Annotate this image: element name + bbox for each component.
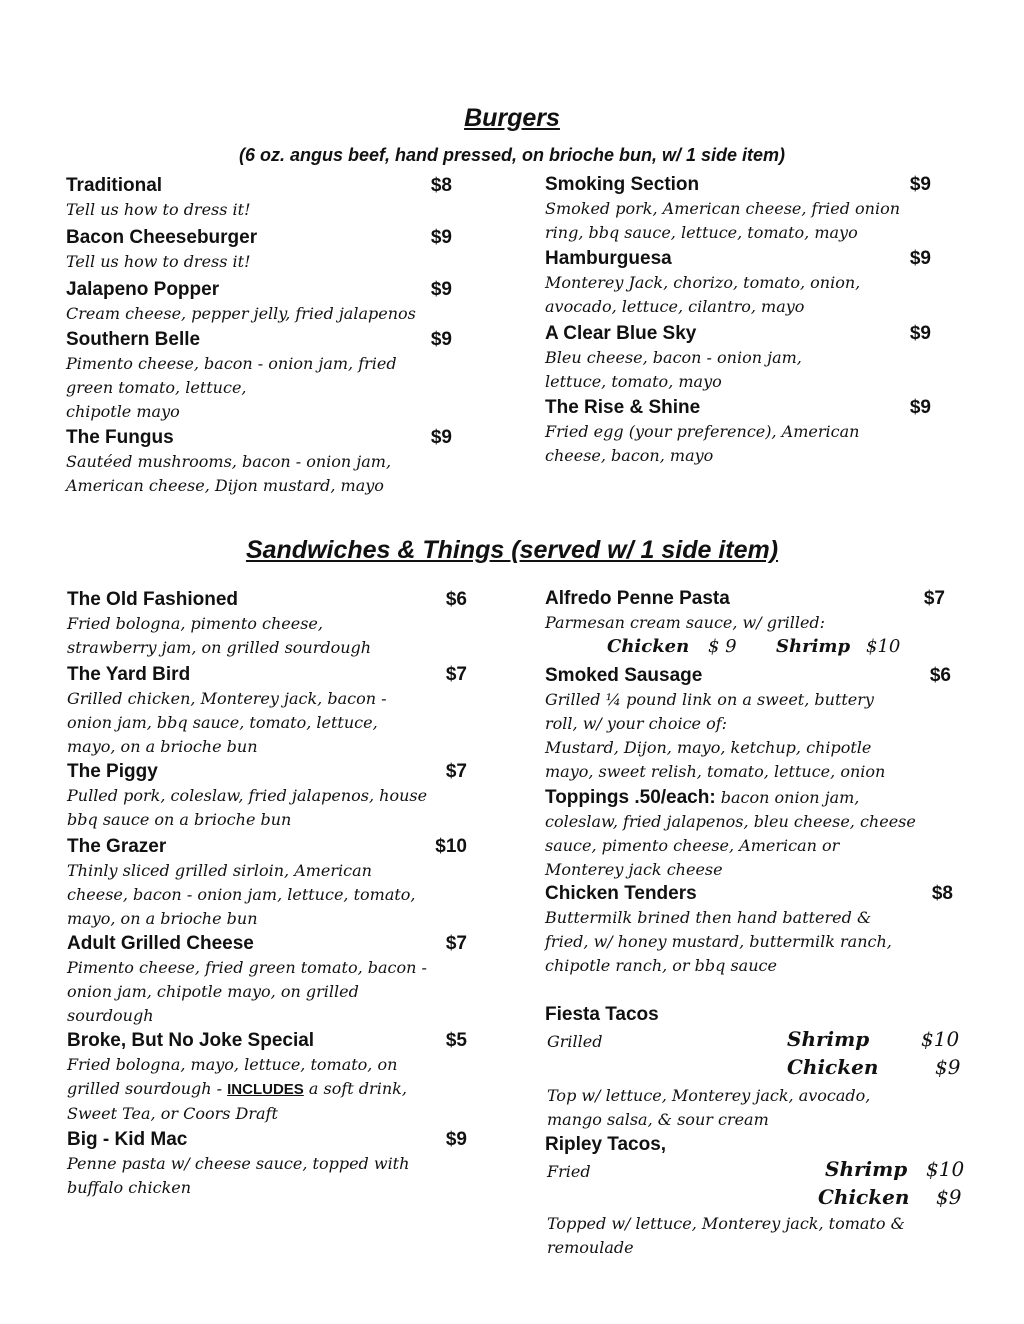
item-price: $9 bbox=[430, 427, 452, 448]
ripley-style: Fried bbox=[547, 1162, 591, 1181]
menu-item-jalapeno-popper bbox=[66, 278, 452, 326]
item-desc: Topped w/ lettuce, Monterey jack, tomato & bbox=[547, 1214, 905, 1233]
item-name: The Rise & Shine bbox=[545, 397, 701, 418]
item-desc: Grilled chicken, Monterey jack, bacon - bbox=[67, 689, 387, 708]
item-desc: strawberry jam, on grilled sourdough bbox=[67, 638, 372, 657]
item-name: A Clear Blue Sky bbox=[545, 323, 697, 344]
item-price: $8 bbox=[430, 175, 452, 196]
ripley-desc bbox=[547, 1212, 967, 1260]
toppings-desc: Monterey jack cheese bbox=[545, 860, 723, 879]
item-desc: cheese, bacon, mayo bbox=[545, 446, 714, 465]
item-desc: chipotle ranch, or bbq sauce bbox=[545, 956, 777, 975]
menu-item-ripley-tacos bbox=[545, 1133, 953, 1157]
item-price: $9 bbox=[430, 279, 452, 300]
item-desc: sourdough bbox=[67, 1006, 154, 1025]
menu-item-hamburguesa bbox=[545, 247, 931, 319]
item-name: Jalapeno Popper bbox=[66, 279, 220, 300]
item-price: $9 bbox=[909, 397, 931, 418]
toppings-desc: coleslaw, fried jalapenos, bleu cheese, cheese bbox=[545, 812, 916, 831]
item-desc: lettuce, tomato, mayo bbox=[545, 372, 722, 391]
toppings-label: Toppings .50/each: bbox=[545, 787, 716, 808]
burgers-heading: Burgers bbox=[464, 104, 560, 132]
item-desc: Cream cheese, pepper jelly, fried jalapenos bbox=[66, 304, 416, 323]
menu-item-alfredo-penne-pasta bbox=[545, 587, 945, 635]
toppings-line bbox=[545, 786, 975, 810]
item-name: The Piggy bbox=[67, 761, 158, 782]
fiesta-shrimp-price: $10 bbox=[921, 1027, 960, 1051]
item-name: Traditional bbox=[66, 175, 163, 196]
item-desc: mango salsa, & sour cream bbox=[547, 1110, 769, 1129]
ripley-chicken-price: $9 bbox=[936, 1185, 962, 1209]
item-price: $6 bbox=[929, 665, 951, 686]
item-name: The Old Fashioned bbox=[67, 589, 239, 610]
item-price: $7 bbox=[445, 761, 467, 782]
item-desc: mayo, on a brioche bun bbox=[67, 909, 258, 928]
item-desc: Thinly sliced grilled sirloin, American bbox=[67, 861, 372, 880]
item-name: Alfredo Penne Pasta bbox=[545, 588, 730, 609]
alfredo-shrimp-option: Shrimp bbox=[776, 636, 851, 657]
item-desc: American cheese, Dijon mustard, mayo bbox=[66, 476, 384, 495]
fiesta-desc bbox=[547, 1084, 955, 1132]
menu-item-big-kid-mac bbox=[67, 1128, 467, 1200]
item-desc: fried, w/ honey mustard, buttermilk ranch, bbox=[545, 932, 892, 951]
item-desc: cheese, bacon - onion jam, lettuce, tomato, bbox=[67, 885, 416, 904]
menu-item-the-yard-bird bbox=[67, 663, 467, 759]
menu-item-a-clear-blue-sky bbox=[545, 322, 931, 394]
item-name: Chicken Tenders bbox=[545, 883, 697, 904]
toppings-section bbox=[545, 786, 975, 882]
item-desc: Tell us how to dress it! bbox=[66, 200, 251, 219]
includes-label: INCLUDES bbox=[227, 1081, 304, 1098]
item-desc: mayo, sweet relish, tomato, lettuce, onion bbox=[545, 762, 886, 781]
fiesta-chicken-price: $9 bbox=[935, 1055, 961, 1079]
item-name: Smoking Section bbox=[545, 174, 700, 195]
item-name: Southern Belle bbox=[66, 329, 201, 350]
item-name: The Yard Bird bbox=[67, 664, 191, 685]
burgers-subtitle: (6 oz. angus beef, hand pressed, on brioche bun, w/ 1 side item) bbox=[238, 145, 786, 165]
item-desc: remoulade bbox=[547, 1238, 634, 1257]
item-desc: Smoked pork, American cheese, fried onion bbox=[545, 199, 901, 218]
item-desc: onion jam, bbq sauce, tomato, lettuce, bbox=[67, 713, 378, 732]
item-price: $5 bbox=[445, 1030, 467, 1051]
item-desc: Fried egg (your preference), American bbox=[545, 422, 860, 441]
item-desc: Pimento cheese, bacon - onion jam, fried bbox=[66, 354, 397, 373]
menu-item-traditional bbox=[66, 174, 452, 222]
item-desc: Pimento cheese, fried green tomato, bacon - bbox=[67, 958, 427, 977]
item-price: $9 bbox=[909, 323, 931, 344]
item-name: Adult Grilled Cheese bbox=[67, 933, 254, 954]
item-price: $10 bbox=[435, 836, 467, 857]
item-name: The Fungus bbox=[66, 427, 174, 448]
menu-item-broke-but-no-joke bbox=[67, 1029, 467, 1126]
menu-item-the-old-fashioned bbox=[67, 588, 467, 660]
alfredo-chicken-price: $ 9 bbox=[708, 636, 737, 657]
item-desc: Sweet Tea, or Coors Draft bbox=[67, 1104, 278, 1123]
menu-item-adult-grilled-cheese bbox=[67, 932, 467, 1028]
item-desc: onion jam, chipotle mayo, on grilled bbox=[67, 982, 359, 1001]
item-desc: green tomato, lettuce, bbox=[66, 378, 247, 397]
item-desc bbox=[67, 1077, 467, 1102]
item-price: $8 bbox=[931, 883, 953, 904]
menu-item-bacon-cheeseburger bbox=[66, 226, 452, 274]
menu-item-southern-belle bbox=[66, 328, 452, 424]
menu-item-smoking-section bbox=[545, 173, 931, 245]
item-price: $6 bbox=[445, 589, 467, 610]
item-desc: Grilled ¼ pound link on a sweet, buttery bbox=[545, 690, 874, 709]
item-desc: Top w/ lettuce, Monterey jack, avocado, bbox=[547, 1086, 871, 1105]
item-name: Fiesta Tacos bbox=[545, 1004, 659, 1025]
item-name: Hamburguesa bbox=[545, 248, 672, 269]
item-desc: Monterey Jack, chorizo, tomato, onion, bbox=[545, 273, 861, 292]
toppings-first: bacon onion jam, bbox=[715, 788, 860, 807]
item-price: $7 bbox=[923, 588, 945, 609]
sandwiches-heading: Sandwiches & Things (served w/ 1 side item) bbox=[245, 536, 779, 564]
ripley-chicken-option: Chicken bbox=[818, 1185, 910, 1209]
item-name: Smoked Sausage bbox=[545, 665, 703, 686]
fiesta-chicken-option: Chicken bbox=[787, 1055, 879, 1079]
item-price: $9 bbox=[909, 174, 931, 195]
menu-item-the-rise-and-shine bbox=[545, 396, 931, 468]
fiesta-style: Grilled bbox=[547, 1032, 603, 1051]
item-desc: ring, bbq sauce, lettuce, tomato, mayo bbox=[545, 223, 858, 242]
item-desc: Fried bologna, mayo, lettuce, tomato, on bbox=[67, 1055, 398, 1074]
item-desc: Penne pasta w/ cheese sauce, topped with bbox=[67, 1154, 410, 1173]
ripley-shrimp-price: $10 bbox=[926, 1157, 965, 1181]
menu-item-smoked-sausage bbox=[545, 664, 951, 784]
item-desc: bbq sauce on a brioche bun bbox=[67, 810, 292, 829]
item-desc: Tell us how to dress it! bbox=[66, 252, 251, 271]
item-desc: mayo, on a brioche bun bbox=[67, 737, 258, 756]
item-name: Big - Kid Mac bbox=[67, 1129, 188, 1150]
item-desc-part: a soft drink, bbox=[303, 1079, 407, 1098]
item-desc: Bleu cheese, bacon - onion jam, bbox=[545, 348, 802, 367]
item-desc: chipotle mayo bbox=[66, 402, 180, 421]
item-desc: buffalo chicken bbox=[67, 1178, 192, 1197]
item-desc: Buttermilk brined then hand battered & bbox=[545, 908, 872, 927]
fiesta-shrimp-option: Shrimp bbox=[787, 1027, 870, 1051]
menu-item-the-fungus bbox=[66, 426, 452, 498]
alfredo-shrimp-price: $10 bbox=[866, 636, 901, 657]
item-name: Broke, But No Joke Special bbox=[67, 1030, 315, 1051]
item-desc: Sautéed mushrooms, bacon - onion jam, bbox=[66, 452, 392, 471]
item-price: $7 bbox=[445, 664, 467, 685]
item-desc: Mustard, Dijon, mayo, ketchup, chipotle bbox=[545, 738, 872, 757]
ripley-shrimp-option: Shrimp bbox=[825, 1157, 908, 1181]
item-name: Bacon Cheeseburger bbox=[66, 227, 258, 248]
item-name: Ripley Tacos, bbox=[545, 1134, 667, 1155]
toppings-desc: sauce, pimento cheese, American or bbox=[545, 836, 840, 855]
item-desc: Parmesan cream sauce, w/ grilled: bbox=[545, 613, 826, 632]
item-desc: avocado, lettuce, cilantro, mayo bbox=[545, 297, 805, 316]
item-price: $9 bbox=[430, 227, 452, 248]
item-desc-part: grilled sourdough - bbox=[67, 1079, 228, 1098]
item-price: $9 bbox=[909, 248, 931, 269]
menu-item-chicken-tenders bbox=[545, 882, 953, 978]
item-desc: roll, w/ your choice of: bbox=[545, 714, 728, 733]
menu-item-the-grazer bbox=[67, 835, 467, 931]
item-name: The Grazer bbox=[67, 836, 167, 857]
item-price: $7 bbox=[445, 933, 467, 954]
item-price: $9 bbox=[430, 329, 452, 350]
menu-item-the-piggy bbox=[67, 760, 467, 832]
item-desc: Pulled pork, coleslaw, fried jalapenos, house bbox=[67, 786, 428, 805]
item-desc: Fried bologna, pimento cheese, bbox=[67, 614, 323, 633]
menu-item-fiesta-tacos bbox=[545, 1003, 953, 1027]
alfredo-chicken-option: Chicken bbox=[607, 636, 690, 657]
item-price: $9 bbox=[445, 1129, 467, 1150]
